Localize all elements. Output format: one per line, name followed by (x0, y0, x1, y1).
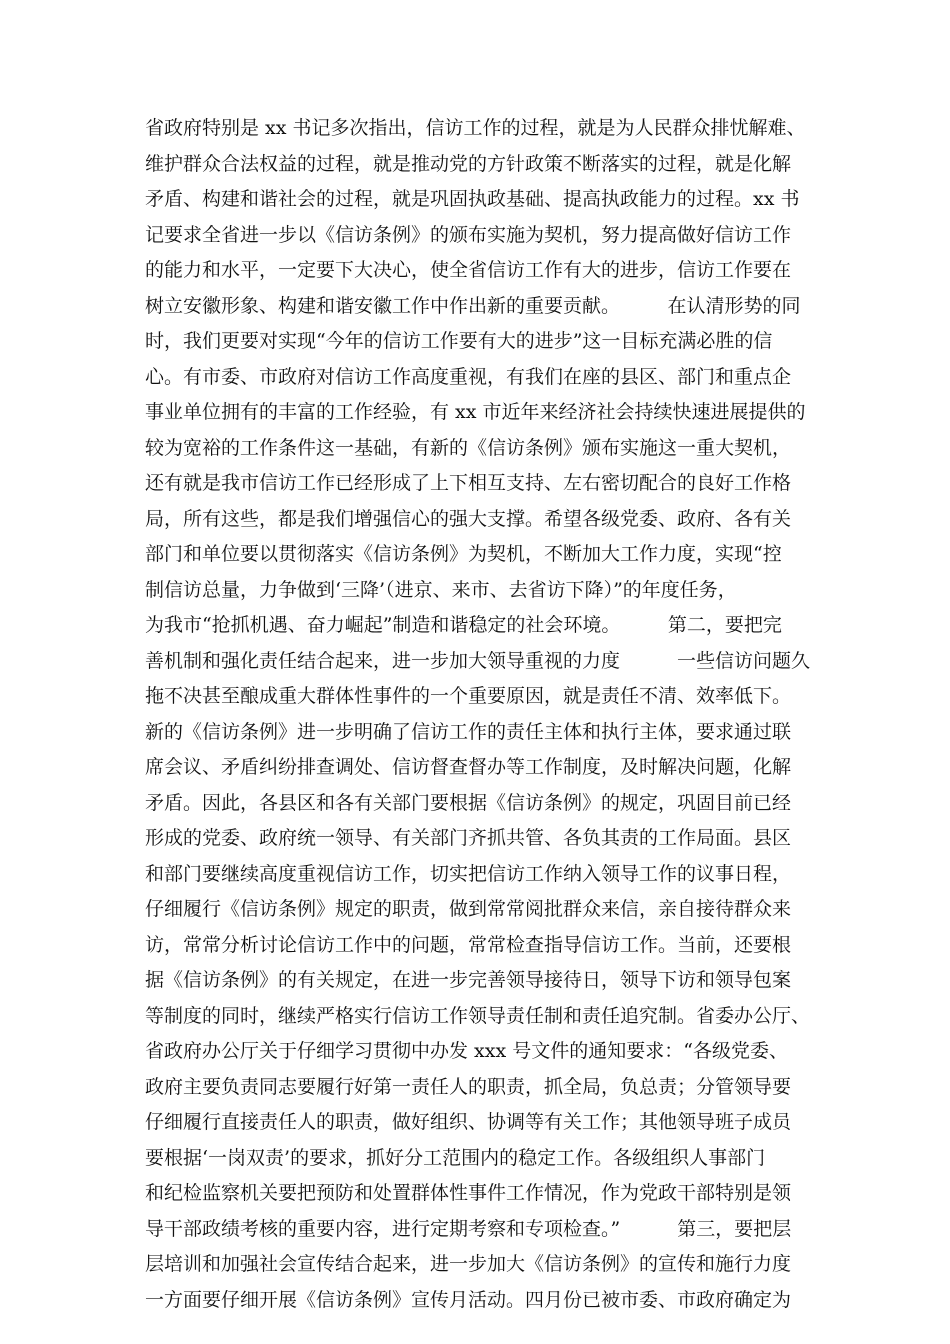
text-line: 树立安徽形象、构建和谐安徽工作中作出新的重要贡献。 在认清形势的同 (145, 294, 801, 317)
text-line: 政府主要负责同志要履行好第一责任人的职责，抓全局，负总责；分管领导要 (145, 1075, 792, 1098)
text-line: 记要求全省进一步以《信访条例》的颁布实施为契机，努力提高做好信访工作 (145, 223, 792, 246)
text-line: 制信访总量，力争做到‘三降’（进京、来市、去省访下降）”的年度任务， (145, 578, 737, 601)
text-line: 一方面要仔细开展《信访条例》宣传月活动。四月份已被市委、市政府确定为 (145, 1288, 792, 1311)
text-line: 矛盾、构建和谐社会的过程，就是巩固执政基础、提高执政能力的过程。xx 书 (145, 188, 800, 210)
text-line: 新的《信访条例》进一步明确了信访工作的责任主体和执行主体，要求通过联 (145, 720, 792, 743)
text-line: 省政府办公厅关于仔细学习贯彻中办发 xxx 号文件的通知要求：“各级党委、 (145, 1040, 788, 1062)
text-line: 矛盾。因此，各县区和各有关部门要根据《信访条例》的规定，巩固目前已经 (145, 791, 792, 814)
text-line: 的能力和水平，一定要下大决心，使全省信访工作有大的进步，信访工作要在 (145, 259, 792, 281)
text-line: 较为宽裕的工作条件这一基础，有新的《信访条例》颁布实施这一重大契机， (145, 436, 792, 459)
text-line: 仔细履行直接责任人的职责，做好组织、协调等有关工作；其他领导班子成员 (145, 1111, 792, 1133)
document-body (145, 111, 810, 1318)
text-line: 要根据‘一岗双责’的要求，抓好分工范围内的稳定工作。各级组织人事部门 (145, 1146, 766, 1169)
text-line: 部门和单位要以贯彻落实《信访条例》为契机，不断加大工作力度，实现“控 (145, 543, 782, 565)
text-line: 维护群众合法权益的过程，就是推动党的方针政策不断落实的过程，就是化解 (145, 152, 792, 175)
text-line: 仔细履行《信访条例》规定的职责，做到常常阅批群众来信，亲自接待群众来 (145, 898, 792, 920)
text-line: 善机制和强化责任结合起来，进一步加大领导重视的力度 一些信访问题久 (145, 649, 810, 672)
text-line: 时，我们更要对实现“今年的信访工作要有大的进步”这一目标充满必胜的信 (145, 330, 773, 352)
text-line: 形成的党委、政府统一领导、有关部门齐抓共管、各负其责的工作局面。县区 (145, 827, 792, 849)
text-line: 层培训和加强社会宣传结合起来，进一步加大《信访条例》的宣传和施行力度 (145, 1253, 792, 1275)
text-line: 访，常常分析讨论信访工作中的问题，常常检查指导信访工作。当前，还要根 (145, 933, 792, 956)
text-line: 席会议、矛盾纠纷排查调处、信访督查督办等工作制度，及时解决问题，化解 (145, 756, 792, 778)
text-line: 局，所有这些，都是我们增强信心的强大支撑。希望各级党委、政府、各有关 (145, 507, 792, 530)
text-line: 事业单位拥有的丰富的工作经验，有 xx 市近年来经济社会持续快速进展提供的 (145, 401, 806, 423)
text-line: 省政府特别是 xx 书记多次指出，信访工作的过程，就是为人民群众排忧解难、 (145, 117, 806, 139)
text-line: 和部门要继续高度重视信访工作，切实把信访工作纳入领导工作的议事日程， (145, 862, 792, 885)
text-line: 为我市“抢抓机遇、奋力崛起”制造和谐稳定的社会环境。 第二，要把完 (145, 614, 782, 636)
text-line: 和纪检监察机关要把预防和处置群体性事件工作情况，作为党政干部特别是领 (145, 1182, 792, 1204)
text-line: 还有就是我市信访工作已经形成了上下相互支持、左右密切配合的良好工作格 (145, 472, 792, 494)
text-line: 等制度的同时，继续严格实行信访工作领导责任制和责任追究制。省委办公厅、 (145, 1004, 810, 1027)
text-line: 心。有市委、市政府对信访工作高度重视，有我们在座的县区、部门和重点企 (145, 365, 792, 388)
text-line: 导干部政绩考核的重要内容，进行定期考察和专项检查。” 第三，要把层 (145, 1217, 792, 1240)
text-line: 据《信访条例》的有关规定，在进一步完善领导接待日，领导下访和领导包案 (145, 969, 792, 991)
text-line: 拖不决甚至酿成重大群体性事件的一个重要原因，就是责任不清、效率低下。 (145, 685, 792, 707)
